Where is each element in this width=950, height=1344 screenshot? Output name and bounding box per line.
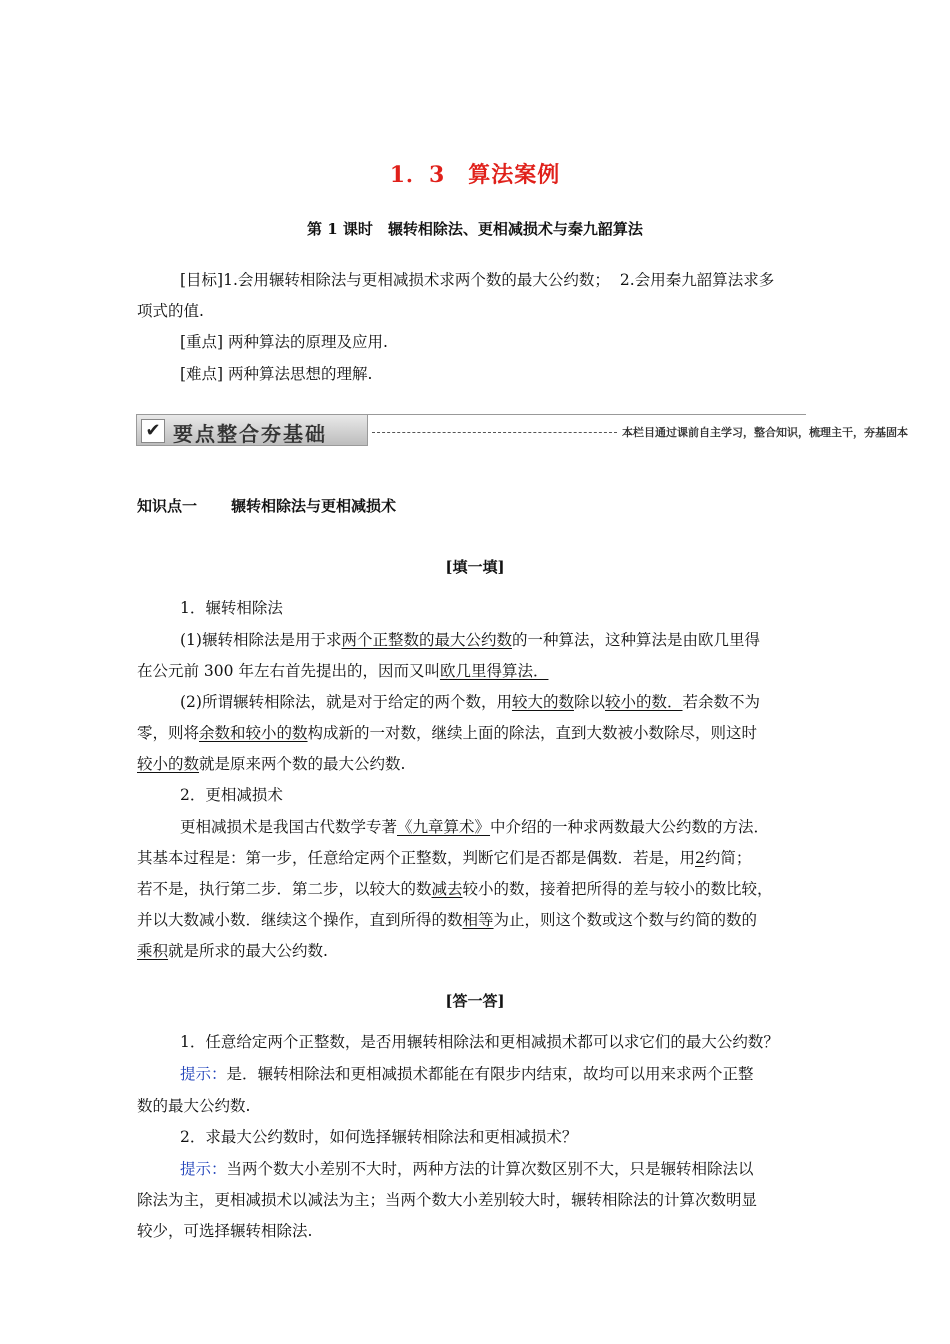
hint-label: 提示： bbox=[180, 1065, 227, 1083]
p1-line1 bbox=[180, 628, 760, 650]
goal-hard-label: [难点] bbox=[180, 365, 224, 383]
text: 零，则将 bbox=[137, 724, 200, 742]
text: 较小的数，接着把所得的差与较小的数比较， bbox=[462, 880, 773, 898]
answer-blank: 《九章算术》 bbox=[397, 818, 491, 836]
section-heading bbox=[137, 495, 396, 516]
goal-target-2: 2.会用秦九韶算法求多 bbox=[619, 271, 775, 289]
answer-blank: 2 bbox=[695, 849, 705, 867]
answer-1-line2: 数的最大公约数. bbox=[137, 1097, 251, 1115]
answer-blank: 乘积 bbox=[137, 942, 169, 960]
p3-line1 bbox=[180, 815, 769, 837]
lesson-subtitle: 第 1 课时 辗转相除法、更相减损术与秦九韶算法 bbox=[307, 220, 643, 238]
text: 中介绍的一种求两数最大公约数的方法． bbox=[490, 818, 770, 836]
item1-title: 1．辗转相除法 bbox=[180, 599, 283, 617]
answer-1-line1 bbox=[180, 1062, 754, 1084]
section-label: 知识点一 bbox=[137, 497, 198, 515]
text: 其基本过程是：第一步，任意给定两个正整数，判断它们是否都是偶数．若是，用 bbox=[137, 849, 696, 867]
banner-dashed-line bbox=[372, 432, 617, 433]
answer-blank: 两个正整数的最大公约数 bbox=[341, 631, 512, 649]
text: 当两个数大小差别不大时，两种方法的计算次数区别不大，只是辗转相除法以 bbox=[226, 1160, 754, 1178]
banner-box bbox=[136, 414, 368, 446]
text: 构成新的一对数，继续上面的除法，直到大数被小数除尽，则这时 bbox=[307, 724, 758, 742]
goal-hard-text: 两种算法思想的理解. bbox=[228, 365, 373, 383]
text: 就是原来两个数的最大公约数. bbox=[199, 755, 406, 773]
question-1: 1．任意给定两个正整数，是否用辗转相除法和更相减损术都可以求它们的最大公约数？ bbox=[180, 1033, 779, 1051]
p3-line5 bbox=[137, 939, 328, 961]
goal-target-line bbox=[180, 268, 774, 290]
check-icon: ✔ bbox=[141, 419, 165, 443]
answer-2-line2: 除法为主，更相减损术以减法为主；当两个数大小差别较大时，辗转相除法的计算次数明显 bbox=[137, 1191, 758, 1209]
goal-target-label: [目标] bbox=[180, 271, 224, 289]
banner-top-rule bbox=[366, 414, 806, 415]
item2-title: 2．更相减损术 bbox=[180, 786, 283, 804]
answer-2-line1 bbox=[180, 1157, 754, 1179]
question-2: 2．求最大公约数时，如何选择辗转相除法和更相减损术？ bbox=[180, 1128, 578, 1146]
text: 就是所求的最大公约数. bbox=[168, 942, 328, 960]
p2-line2 bbox=[137, 721, 757, 743]
page-title: 1．3 算法案例 bbox=[389, 162, 561, 188]
p3-line4 bbox=[137, 908, 757, 930]
answer-blank: 较小的数． bbox=[605, 693, 683, 711]
text: 若不是，执行第二步．第二步，以较大的数 bbox=[137, 880, 432, 898]
text: 更相减损术是我国古代数学专著 bbox=[180, 818, 398, 836]
p2-line3 bbox=[137, 752, 405, 774]
answer-blank: 余数和较小的数 bbox=[199, 724, 308, 742]
text: (2)所谓辗转相除法，就是对于给定的两个数，用 bbox=[180, 693, 512, 711]
text: 并以大数减小数．继续这个操作，直到所得的数 bbox=[137, 911, 463, 929]
banner-note: 本栏目通过课前自主学习，整合知识，梳理主干，夯基固本 bbox=[622, 426, 908, 439]
answer-heading: [答一答] bbox=[445, 992, 505, 1010]
goal-hard-line bbox=[180, 362, 372, 384]
text: 若余数不为 bbox=[682, 693, 761, 711]
p3-line2 bbox=[137, 846, 751, 868]
goal-target-1: 1.会用辗转相除法与更相减损术求两个数的最大公约数； bbox=[223, 271, 610, 289]
fill-heading: [填一填] bbox=[445, 558, 505, 576]
section-banner bbox=[136, 412, 908, 446]
text: 在公元前 300 年左右首先提出的，因而又叫 bbox=[137, 662, 440, 680]
goal-key-text: 两种算法的原理及应用. bbox=[228, 333, 388, 351]
text: 是．辗转相除法和更相减损术都能在有限步内结束，故均可以用来求两个正整 bbox=[226, 1065, 754, 1083]
p1-line2 bbox=[137, 659, 548, 681]
goal-key-label: [重点] bbox=[180, 333, 224, 351]
section-title: 辗转相除法与更相减损术 bbox=[231, 497, 397, 515]
answer-2-line3: 较少，可选择辗转相除法. bbox=[137, 1222, 313, 1240]
text: 为止，则这个数或这个数与约简的数的 bbox=[493, 911, 758, 929]
answer-blank: 较小的数 bbox=[137, 755, 200, 773]
text: 约简； bbox=[704, 849, 752, 867]
text: (1)辗转相除法是用于求 bbox=[180, 631, 342, 649]
goal-key-line bbox=[180, 330, 388, 352]
banner-heading: 要点整合夯基础 bbox=[173, 422, 327, 446]
hint-label: 提示： bbox=[180, 1160, 227, 1178]
answer-blank: 较大的数 bbox=[511, 693, 574, 711]
p3-line3 bbox=[137, 877, 773, 899]
text: 的一种算法，这种算法是由欧几里得 bbox=[511, 631, 760, 649]
goal-target-cont: 项式的值. bbox=[137, 302, 204, 320]
answer-blank: 减去 bbox=[431, 880, 463, 898]
text: 除以 bbox=[573, 693, 605, 711]
answer-blank: 相等 bbox=[462, 911, 494, 929]
answer-blank: 欧几里得算法． bbox=[439, 662, 549, 680]
p2-line1 bbox=[180, 690, 760, 712]
